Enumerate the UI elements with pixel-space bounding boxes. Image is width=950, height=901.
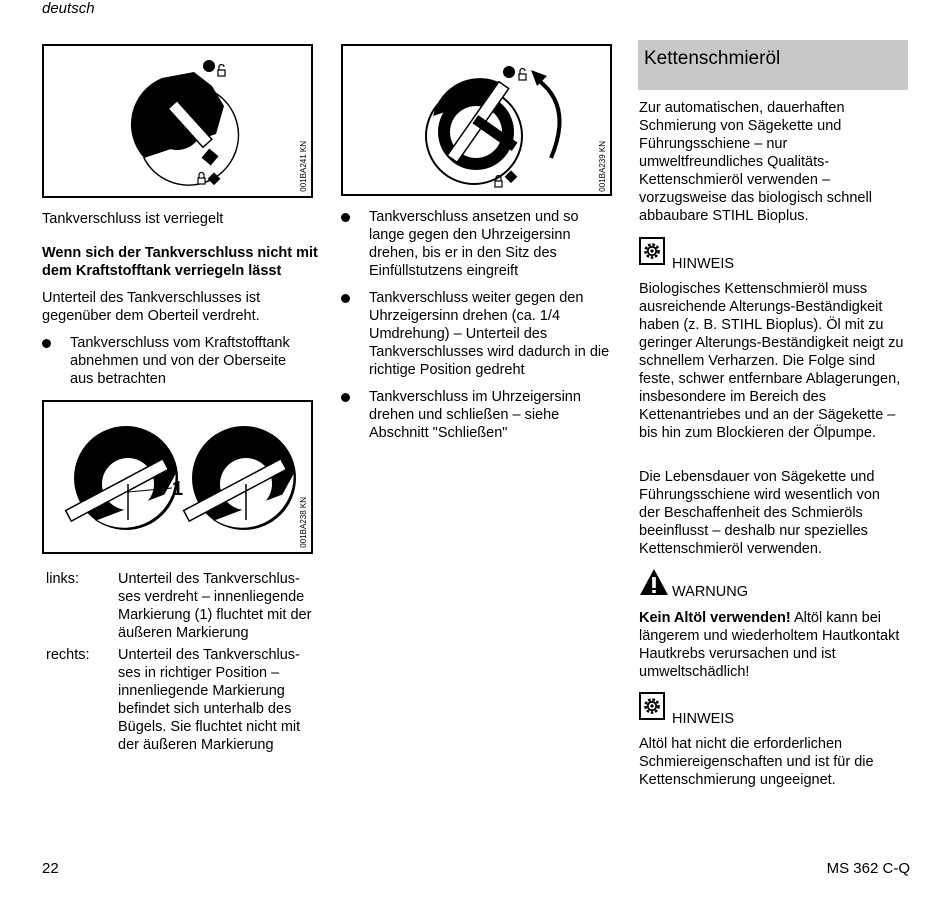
warning-text <box>639 609 901 681</box>
section-title: Kettenschmieröl <box>644 48 781 69</box>
tank-cap-turn-illustration <box>343 46 610 194</box>
section-header <box>638 40 908 90</box>
figure-code: 001BA238 KN <box>299 497 308 548</box>
page-number: 22 <box>42 860 59 877</box>
bullet-dot <box>341 294 350 303</box>
bullet-text: Tankverschluss im Uhrzeigersinn drehen und schließen – siehe Abschnitt "Schließen" <box>369 389 581 441</box>
figure-code: 001BA241 KN <box>299 141 308 192</box>
figure-tank-cap-compare <box>42 400 313 554</box>
intro-paragraph: Zur automatischen, dauerhaften Schmierung von Sägekette und Führungsschiene – nur umweltfreundliches Qualitäts-Kettenschmieröl verwenden – vorzugsweise das biologisch schnell abbaubare STIHL Bioplus. <box>639 100 872 224</box>
subheading: Wenn sich der Tankverschluss nicht mit dem Kraftstofftank verriegeln lässt <box>42 245 318 279</box>
gear-icon <box>639 237 665 265</box>
tank-cap-locked-illustration <box>44 46 311 196</box>
figure-tank-cap-turn <box>341 44 612 196</box>
bullet-dot <box>42 339 51 348</box>
figure-caption: Tankverschluss ist verriegelt <box>42 211 224 227</box>
bullet-item <box>341 388 613 444</box>
bullet-dot <box>341 393 350 402</box>
paragraph: Die Lebensdauer von Sägekette und Führungsschiene wird wesentlich von der Beschaffenheit des Schmieröls beeinflusst – deshalb nur spezielles Kettenschmieröl verwenden. <box>639 469 880 557</box>
warning-label: WARNUNG <box>672 584 748 600</box>
bullet-item <box>341 208 613 282</box>
definition-term: links: <box>46 571 80 587</box>
warning-icon <box>639 568 669 596</box>
warning-emphasis: Kein Altöl verwenden! <box>639 610 791 626</box>
note-label: HINWEIS <box>672 711 735 727</box>
language-label: deutsch <box>42 0 95 17</box>
definition-term: rechts: <box>46 647 90 663</box>
bullet-text: Tankverschluss ansetzen und so lange gegen den Uhrzeigersinn drehen, bis er in den Sitz des Einfüllstutzens eingreift <box>369 209 579 279</box>
bullet-item <box>341 289 613 381</box>
gear-icon <box>639 692 665 720</box>
bullet-text: Tankverschluss weiter gegen den Uhrzeigersinn drehen (ca. 1/4 Umdrehung) – Unterteil des Tankverschlusses wird dadurch in die richtige Position gedreht <box>369 290 610 378</box>
note-label: HINWEIS <box>672 256 735 272</box>
note-text: Altöl hat nicht die erforderlichen Schmiereigenschaften und ist für die Kettenschmierung ungeeignet. <box>639 736 874 788</box>
bullet-item <box>42 334 312 388</box>
definition-text: Unterteil des Tankverschlus-ses verdreht – innenliegende Markierung (1) fluchtet mit der äußeren Markierung <box>118 571 312 641</box>
marker-label: 1 <box>172 478 184 500</box>
definition-text: Unterteil des Tankverschlus-ses in richtiger Position – innenliegende Markierung befindet sich unterhalb des Bügels. Sie fluchtet nicht mit der äußeren Markierung <box>118 647 301 753</box>
definition-list <box>46 570 318 760</box>
bullet-dot <box>341 213 350 222</box>
tank-cap-compare-illustration <box>44 402 311 552</box>
note-text: Biologisches Kettenschmieröl muss ausreichende Alterungs-Beständigkeit haben (z. B. STIHL Bioplus). Öl mit zu geringer Alterungs-Beständigkeit neigt zu schnellem Verharzen. Die Folge sind feste, schwer entfernbare Ablagerungen, insbesondere im Bereich des Kettenantriebes und an der Sägekette – bis hin zum Blockieren der Ölpumpe. <box>639 281 904 441</box>
paragraph: Unterteil des Tankverschlusses ist gegenüber dem Oberteil verdreht. <box>42 290 261 324</box>
figure-tank-cap-locked <box>42 44 313 198</box>
figure-code: 001BA239 KN <box>598 141 607 192</box>
warning-body: Altöl kann bei längerem und wiederholtem Hautkontakt Hautkrebs verursachen und ist umweltschädlich! <box>639 610 900 680</box>
bullet-text: Tankverschluss vom Kraftstofftank abnehmen und von der Oberseite aus betrachten <box>70 335 290 387</box>
model-label: MS 362 C-Q <box>826 860 910 877</box>
